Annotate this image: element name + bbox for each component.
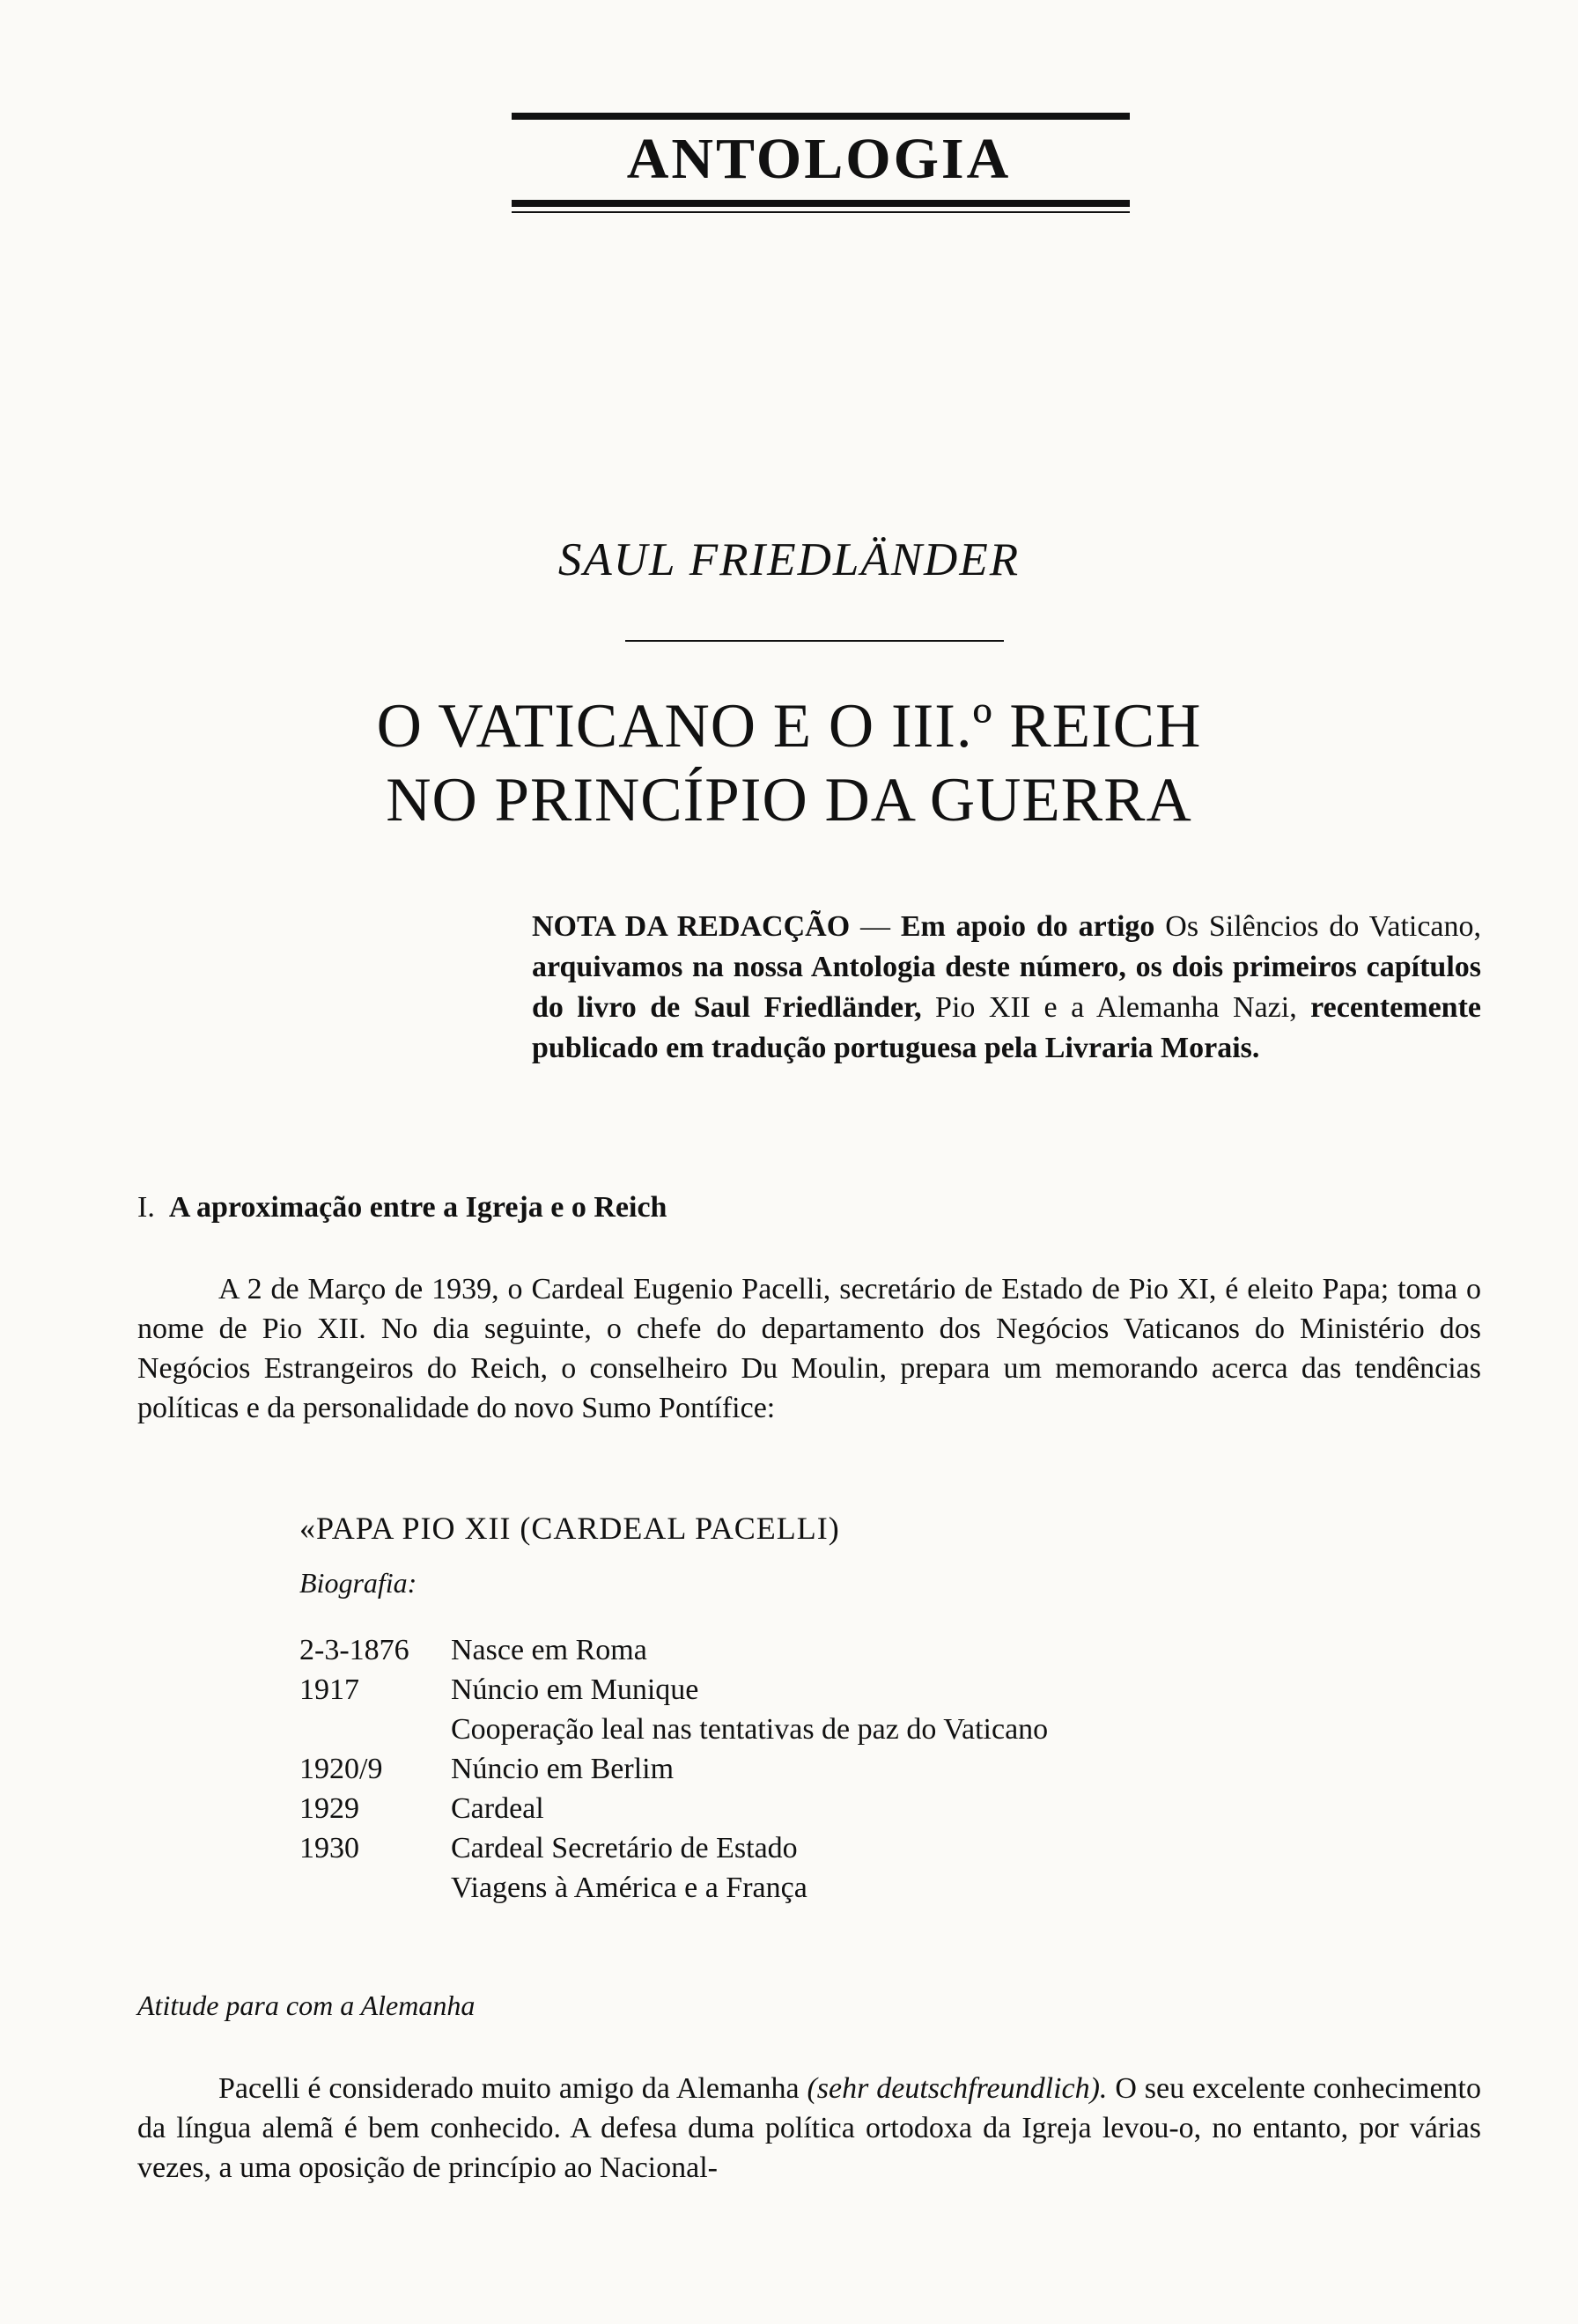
bio-event-4: Núncio em Berlim bbox=[451, 1753, 675, 1785]
editor-note-part-4: Pio XII e a Alemanha Nazi, bbox=[921, 991, 1311, 1024]
bio-event-2: Núncio em Munique bbox=[451, 1673, 699, 1706]
editor-note-dash: — bbox=[850, 910, 901, 943]
bio-date-2: 1917 bbox=[299, 1673, 359, 1706]
editor-note-part-5: recentemente publicado em tradução portuguesa pela Livraria Morais. bbox=[532, 991, 1481, 1064]
editor-note-part-3: arquivamos na nossa Antologia deste número, os dois primeiros capítulos do livro de Saul Friedländer, bbox=[532, 951, 1481, 1024]
bio-event-7: Viagens à América e a França bbox=[451, 1872, 807, 1904]
editor-note bbox=[532, 907, 1481, 1069]
memo-heading: «PAPA PIO XII (CARDEAL PACELLI) bbox=[299, 1511, 840, 1546]
bio-date-1: 2-3-1876 bbox=[299, 1634, 409, 1666]
section-number: I. bbox=[137, 1191, 155, 1224]
editor-note-label: NOTA DA REDACÇÃO bbox=[532, 910, 851, 943]
attitude-subheading: Atitude para com a Alemanha bbox=[137, 1989, 476, 2021]
header-rule-bottom bbox=[512, 200, 1130, 207]
biography-label: Biografia: bbox=[299, 1567, 417, 1599]
attitude-text-2: O seu excelente conhecimento da língua alemã é bem conhecido. A defesa duma política ortodoxa da Igreja levou-o, no entanto, por várias vezes, a uma oposição de princípio ao Nacional- bbox=[137, 2072, 1481, 2184]
bio-event-5: Cardeal bbox=[451, 1792, 544, 1825]
section-title: ANTOLOGIA bbox=[626, 127, 1012, 191]
bio-date-6: 1930 bbox=[299, 1832, 359, 1864]
bio-event-3: Cooperação leal nas tentativas de paz do Vaticano bbox=[451, 1713, 1049, 1746]
section-heading bbox=[137, 1191, 667, 1225]
bio-date-5: 1929 bbox=[299, 1792, 359, 1825]
author-name: SAUL FRIEDLÄNDER bbox=[557, 534, 1021, 585]
body-paragraph-2 bbox=[137, 2069, 1481, 2188]
editor-note-part-1: Em apoio do artigo bbox=[900, 910, 1155, 943]
body-paragraph-1-text: A 2 de Março de 1939, o Cardeal Eugenio Pacelli, secretário de Estado de Pio XI, é eleito Papa; toma o nome de Pio XII. No dia seguinte, o chefe do departamento dos Negócios Vaticanos do Ministério dos Negócios Estrangeiros do Reich, o conselheiro Du Moulin, prepara um memorando acerca das tendências políticas e da personalidade do novo Sumo Pontífice: bbox=[137, 1273, 1481, 1424]
editor-note-part-2: Os Silêncios do Vaticano, bbox=[1154, 910, 1482, 943]
article-title-line-1: O VATICANO E O III.º REICH bbox=[376, 692, 1202, 761]
header-rule-top bbox=[512, 113, 1130, 120]
bio-event-6: Cardeal Secretário de Estado bbox=[451, 1832, 798, 1864]
attitude-text-1: Pacelli é considerado muito amigo da Alemanha bbox=[218, 2072, 800, 2105]
section-heading-text: A aproximação entre a Igreja e o Reich bbox=[168, 1191, 667, 1224]
bio-date-4: 1920/9 bbox=[299, 1753, 383, 1785]
bio-event-1: Nasce em Roma bbox=[451, 1634, 647, 1666]
body-paragraph-1 bbox=[137, 1269, 1481, 1428]
author-divider bbox=[625, 640, 1004, 642]
attitude-german-phrase: (sehr deutschfreundlich). bbox=[807, 2072, 1108, 2105]
article-title-line-2: NO PRINCÍPIO DA GUERRA bbox=[386, 766, 1192, 835]
header-rule-bottom-thin bbox=[512, 211, 1130, 213]
